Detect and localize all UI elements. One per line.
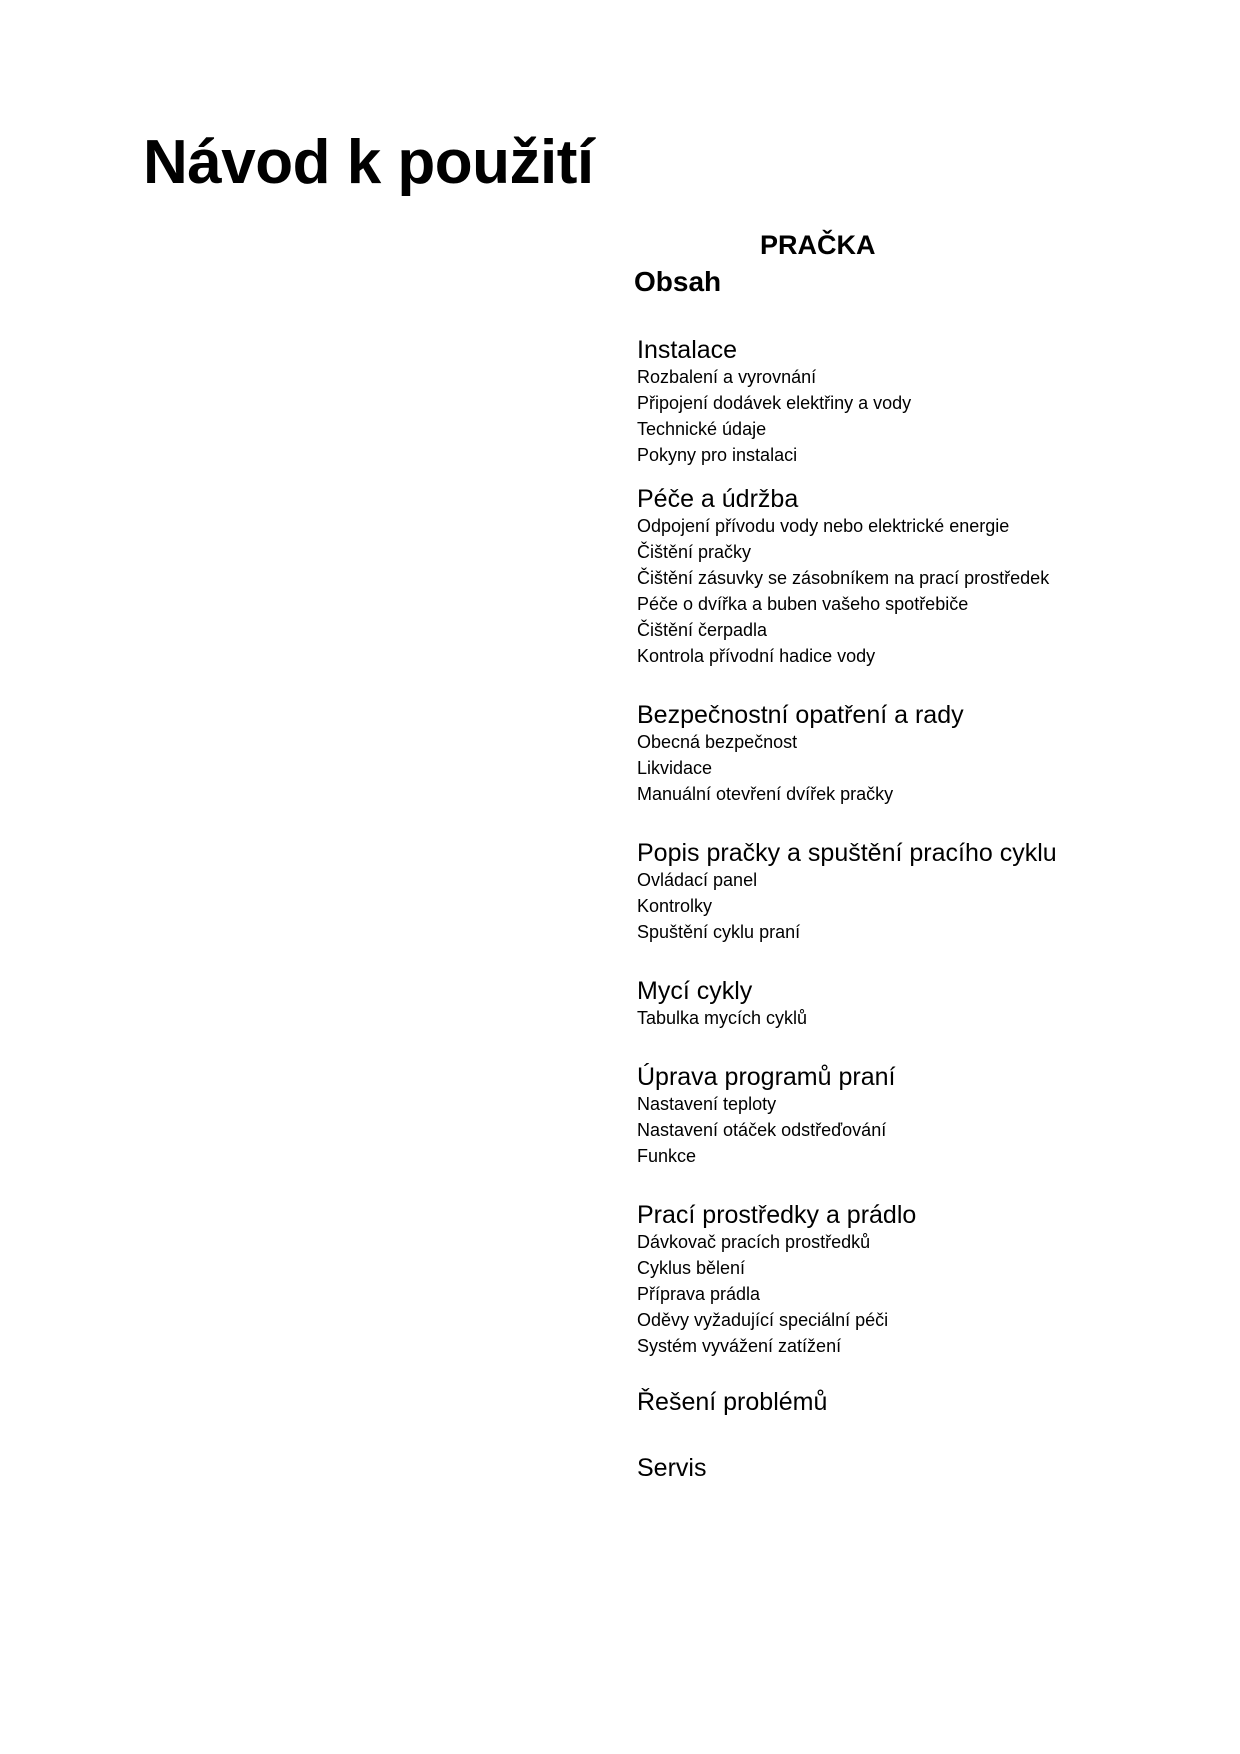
toc-item[interactable]: Manuální otevření dvířek pračky	[637, 784, 894, 804]
toc-section-pece-a-udrzba	[637, 484, 1197, 667]
toc-item-list	[637, 731, 1197, 805]
toc-item[interactable]: Likvidace	[637, 758, 713, 778]
toc-item[interactable]: Čištění čerpadla	[637, 620, 768, 640]
toc-section-myci-cykly	[637, 976, 1197, 1029]
toc-item[interactable]: Nastavení otáček odstřeďování	[637, 1120, 887, 1140]
toc-item[interactable]: Ovládací panel	[637, 870, 758, 890]
toc-item[interactable]: Péče o dvířka a buben vašeho spotřebiče	[637, 594, 969, 614]
toc-section-title[interactable]: Péče a údržba	[637, 485, 799, 513]
toc-section-title[interactable]: Řešení problémů	[637, 1388, 828, 1416]
toc-section-title[interactable]: Servis	[637, 1454, 707, 1482]
toc-section-uprava-programu	[637, 1062, 1197, 1167]
toc-item[interactable]: Dávkovač pracích prostředků	[637, 1232, 871, 1252]
toc-item[interactable]: Odpojení přívodu vody nebo elektrické energie	[637, 516, 1010, 536]
toc-section-title[interactable]: Prací prostředky a prádlo	[637, 1201, 917, 1229]
toc-item[interactable]: Rozbalení a vyrovnání	[637, 367, 817, 387]
toc-section-servis	[637, 1453, 1197, 1483]
toc-item[interactable]: Systém vyvážení zatížení	[637, 1336, 842, 1356]
toc-item[interactable]: Nastavení teploty	[637, 1094, 777, 1114]
toc-item[interactable]: Kontrola přívodní hadice vody	[637, 646, 876, 666]
toc-section-title[interactable]: Úprava programů praní	[637, 1063, 896, 1091]
toc-section-title[interactable]: Instalace	[637, 336, 738, 364]
toc-section-title[interactable]: Popis pračky a spuštění pracího cyklu	[637, 839, 1057, 867]
toc-section-bezpecnost	[637, 700, 1197, 805]
toc-section-reseni-problemu	[637, 1387, 1197, 1417]
toc-item[interactable]: Obecná bezpečnost	[637, 732, 798, 752]
toc-item[interactable]: Technické údaje	[637, 419, 767, 439]
toc-item-list	[637, 366, 1197, 466]
toc-section-instalace	[637, 335, 1197, 466]
toc-item[interactable]: Spuštění cyklu praní	[637, 922, 801, 942]
toc-item[interactable]: Čištění zásuvky se zásobníkem na prací prostředek	[637, 568, 1050, 588]
toc-item-list	[637, 1093, 1197, 1167]
table-of-contents	[637, 335, 1197, 1484]
toc-item-list	[637, 1231, 1197, 1357]
toc-item-list	[637, 1007, 1197, 1029]
toc-section-title[interactable]: Bezpečnostní opatření a rady	[637, 701, 964, 729]
toc-item[interactable]: Kontrolky	[637, 896, 713, 916]
toc-item[interactable]: Příprava prádla	[637, 1284, 761, 1304]
toc-item[interactable]: Tabulka mycích cyklů	[637, 1008, 808, 1028]
toc-item-list	[637, 515, 1197, 667]
toc-item[interactable]: Pokyny pro instalaci	[637, 445, 798, 465]
contents-heading: Obsah	[634, 266, 722, 297]
toc-item-list	[637, 869, 1197, 943]
product-subtitle: PRAČKA	[760, 230, 876, 260]
toc-section-praci-prostredky	[637, 1200, 1197, 1357]
document-title: Návod k použití	[143, 128, 594, 197]
toc-item[interactable]: Oděvy vyžadující speciální péči	[637, 1310, 889, 1330]
toc-item[interactable]: Čištění pračky	[637, 542, 752, 562]
toc-section-popis-pracky	[637, 838, 1197, 943]
toc-item[interactable]: Připojení dodávek elektřiny a vody	[637, 393, 912, 413]
toc-section-title[interactable]: Mycí cykly	[637, 977, 753, 1005]
toc-item[interactable]: Funkce	[637, 1146, 697, 1166]
toc-item[interactable]: Cyklus bělení	[637, 1258, 746, 1278]
